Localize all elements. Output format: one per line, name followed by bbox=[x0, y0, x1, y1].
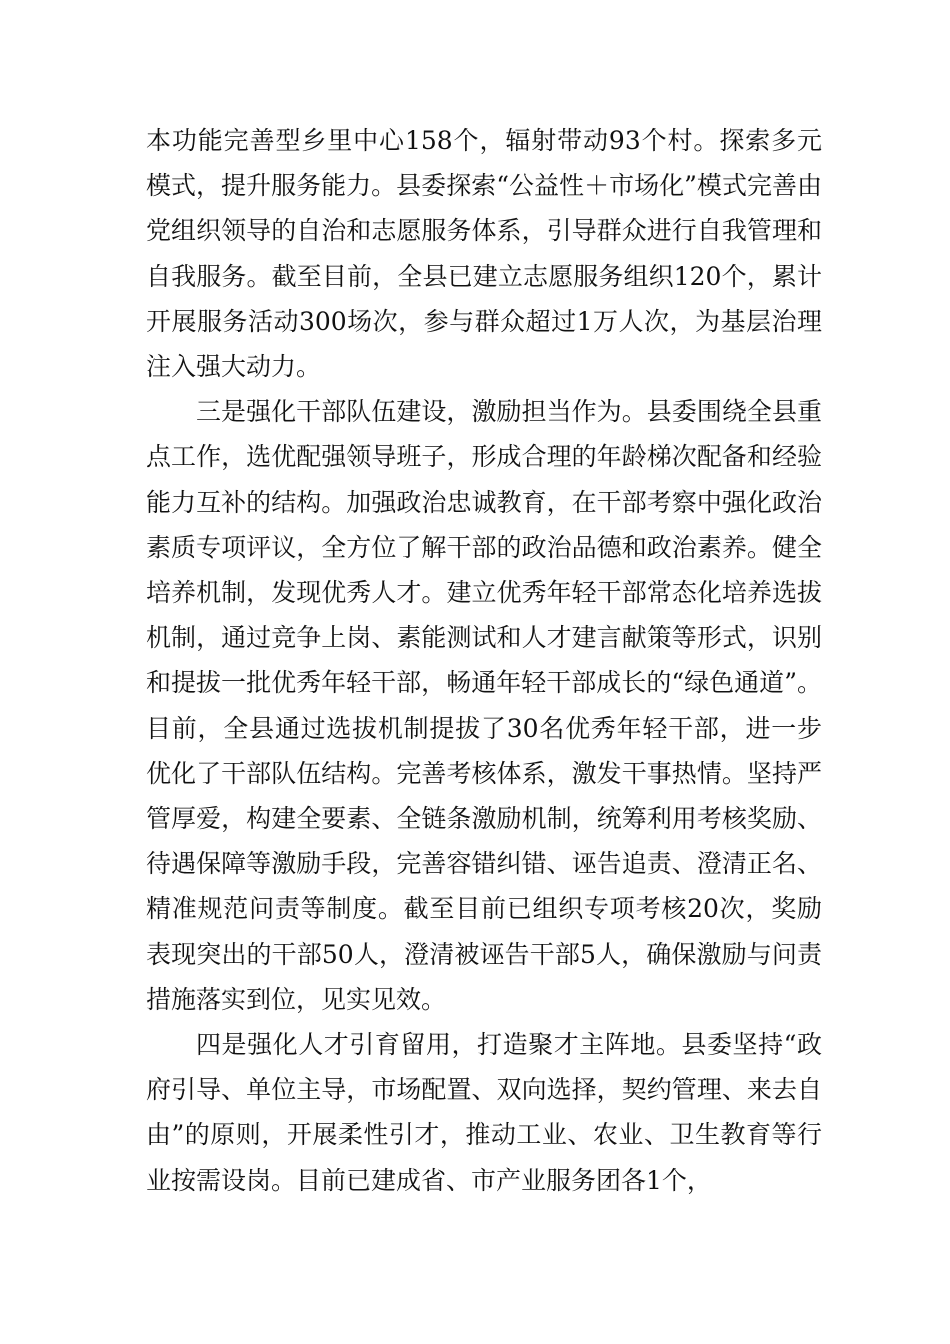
paragraph-grassroots-service: 本功能完善型乡里中心158个，辐射带动93个村。探索多元模式，提升服务能力。县委探索“公益性＋市场化”模式完善由党组织领导的自治和志愿服务体系，引导群众进行自我管理和自我服务。截至目前，全县已建立志愿服务组织120个，累计开展服务活动300场次，参与群众超过1万人次，为基层治理注入强大动力。 bbox=[146, 126, 822, 382]
document-body bbox=[146, 118, 822, 1203]
paragraph-cadre-team: 三是强化干部队伍建设，激励担当作为。县委围绕全县重点工作，选优配强领导班子，形成合理的年龄梯次配备和经验能力互补的结构。加强政治忠诚教育，在干部考察中强化政治素质专项评议，全方位了解干部的政治品德和政治素养。健全培养机制，发现优秀人才。建立优秀年轻干部常态化培养选拔机制，通过竞争上岗、素能测试和人才建言献策等形式，识别和提拔一批优秀年轻干部，畅通年轻干部成长的“绿色通道”。目前，全县通过选拔机制提拔了30名优秀年轻干部，进一步优化了干部队伍结构。完善考核体系，激发干事热情。坚持严管厚爱，构建全要素、全链条激励机制，统筹利用考核奖励、待遇保障等激励手段，完善容错纠错、诬告追责、澄清正名、精准规范问责等制度。截至目前已组织专项考核20次，奖励表现突出的干部50人，澄清被诬告干部5人，确保激励与问责措施落实到位，见实见效。 bbox=[146, 397, 822, 1014]
paragraph-talent: 四是强化人才引育留用，打造聚才主阵地。县委坚持“政府引导、单位主导，市场配置、双向选择，契约管理、来去自由”的原则，开展柔性引才，推动工业、农业、卫生教育等行业按需设岗。目前已建成省、市产业服务团各1个， bbox=[146, 1030, 822, 1195]
